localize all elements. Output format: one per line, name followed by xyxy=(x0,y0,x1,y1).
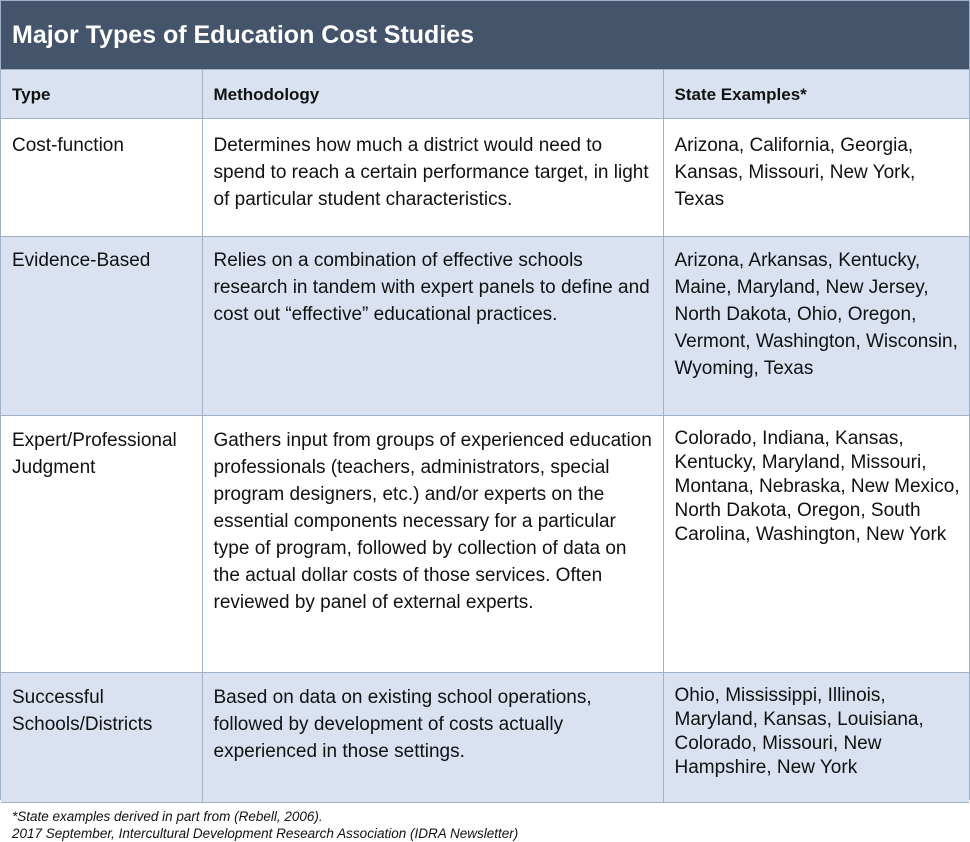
methodology-cell: Relies on a combination of effective schools research in tandem with expert panels to define and cost out “effective” educational practices. xyxy=(202,236,663,415)
states-cell: Arizona, California, Georgia, Kansas, Missouri, New York, Texas xyxy=(663,118,969,236)
table-row xyxy=(1,672,969,802)
column-header-type: Type xyxy=(1,70,202,118)
header-row xyxy=(1,70,969,118)
states-cell: Ohio, Mississippi, Illinois, Maryland, Kansas, Louisiana, Colorado, Missouri, New Hampshire, New York xyxy=(663,672,969,802)
type-cell: Successful Schools/Districts xyxy=(1,672,202,802)
type-cell: Cost-function xyxy=(1,118,202,236)
methodology-cell: Determines how much a district would need to spend to reach a certain performance target, in light of particular student characteristics. xyxy=(202,118,663,236)
cost-studies-table xyxy=(1,70,969,803)
table-row xyxy=(1,118,969,236)
type-cell: Evidence-Based xyxy=(1,236,202,415)
states-cell: Colorado, Indiana, Kansas, Kentucky, Maryland, Missouri, Montana, Nebraska, New Mexico, North Dakota, Oregon, South Carolina, Washington, New York xyxy=(663,415,969,672)
type-cell: Expert/Professional Judgment xyxy=(1,415,202,672)
source-credit: 2017 September, Intercultural Development Research Association (IDRA Newsletter) xyxy=(12,825,519,841)
footnote: *State examples derived in part from (Rebell, 2006). xyxy=(12,808,323,824)
table-row xyxy=(1,415,969,672)
column-header-state-examples: State Examples* xyxy=(663,70,969,118)
methodology-cell: Based on data on existing school operations, followed by development of costs actually experienced in those settings. xyxy=(202,672,663,802)
table-footer xyxy=(1,803,969,842)
column-header-methodology: Methodology xyxy=(202,70,663,118)
states-cell: Arizona, Arkansas, Kentucky, Maine, Maryland, New Jersey, North Dakota, Ohio, Oregon, Vermont, Washington, Wisconsin, Wyoming, Texas xyxy=(663,236,969,415)
table-title: Major Types of Education Cost Studies xyxy=(1,1,969,70)
table-row xyxy=(1,236,969,415)
methodology-cell: Gathers input from groups of experienced education professionals (teachers, administrators, special program designers, etc.) and/or experts on the essential components necessary for a particular type of program, followed by collection of data on the actual dollar costs of those services. Often reviewed by panel of external experts. xyxy=(202,415,663,672)
